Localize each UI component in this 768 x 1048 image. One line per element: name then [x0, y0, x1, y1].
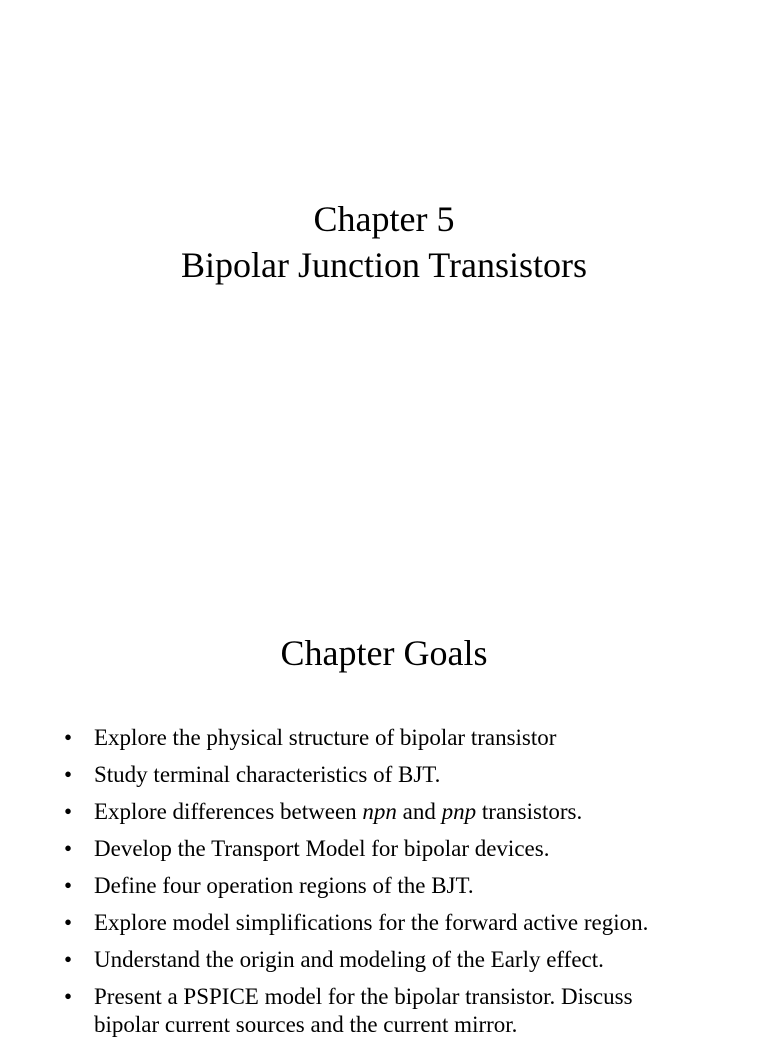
bullet-icon: •: [64, 799, 73, 824]
goal-item: [64, 798, 754, 826]
bullet-icon: •: [64, 762, 73, 787]
goal-text: Present a PSPICE model for the bipolar transistor. Discuss: [94, 984, 633, 1009]
goal-text-part: transistors.: [476, 799, 583, 824]
goal-text-part: Explore differences between: [94, 799, 363, 824]
goal-item: [64, 835, 754, 863]
goal-item: [64, 946, 754, 974]
chapter-label: Chapter 5: [313, 199, 455, 239]
goal-text: Explore the physical structure of bipolar transistor: [94, 725, 557, 750]
goal-text: Define four operation regions of the BJT.: [94, 873, 474, 898]
goal-text: Study terminal characteristics of BJT.: [94, 762, 441, 787]
goal-text: [94, 799, 582, 824]
goal-item: [64, 724, 754, 752]
goal-item: [64, 872, 754, 900]
goals-list: [64, 724, 754, 1048]
bullet-icon: •: [64, 836, 73, 861]
bullet-icon: •: [64, 984, 73, 1009]
chapter-title: Bipolar Junction Transistors: [180, 245, 588, 285]
goal-text: Understand the origin and modeling of the Early effect.: [94, 947, 604, 972]
goal-item: [64, 761, 754, 789]
goal-text-emphasis: npn: [362, 799, 397, 824]
goals-heading: Chapter Goals: [280, 633, 488, 673]
goal-text-continued: bipolar current sources and the current mirror.: [94, 1012, 518, 1037]
goal-item: [64, 983, 754, 1039]
goal-text-part: and: [396, 799, 442, 824]
goal-text: Develop the Transport Model for bipolar devices.: [94, 836, 550, 861]
goal-item: [64, 909, 754, 937]
bullet-icon: •: [64, 947, 73, 972]
goal-text: Explore model simplifications for the forward active region.: [94, 910, 649, 935]
chapter-title-block: [0, 196, 768, 288]
bullet-icon: •: [64, 873, 73, 898]
bullet-icon: •: [64, 910, 73, 935]
goal-text-emphasis: pnp: [441, 799, 477, 824]
bullet-icon: •: [64, 725, 73, 750]
